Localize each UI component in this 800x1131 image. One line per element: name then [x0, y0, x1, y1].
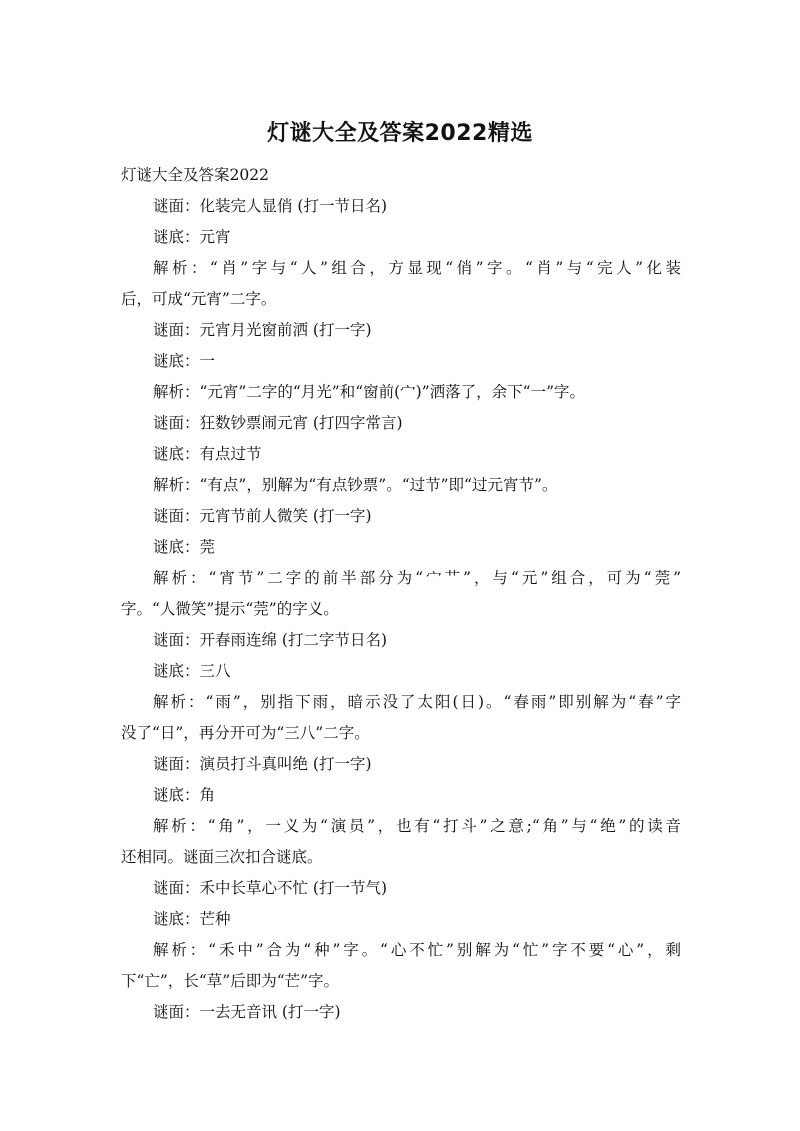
- riddle-question: 谜面：化装完人显俏 (打一节日名): [153, 197, 388, 215]
- riddle-question: 谜面：元宵节前人微笑 (打一字): [153, 507, 372, 525]
- riddle-list: [121, 191, 681, 1028]
- riddle-answer: 谜底：有点过节: [153, 445, 262, 463]
- document-title: 灯谜大全及答案2022精选: [267, 121, 533, 146]
- document-subtitle: 灯谜大全及答案2022: [121, 166, 269, 184]
- riddle-question: 谜面：禾中长草心不忙 (打一节气): [153, 879, 388, 897]
- riddle-explanation: 解析：“肖”字与“人”组合，方显现“俏”字。“肖”与“完人”化装: [153, 259, 681, 277]
- riddle-answer: 谜底：芒种: [153, 910, 231, 928]
- riddle-explanation: 解析：“雨”，别指下雨，暗示没了太阳(日)。“春雨”即别解为“春”字: [153, 693, 682, 711]
- riddle-question: 谜面：狂数钞票闹元宵 (打四字常言): [153, 414, 403, 432]
- riddle-question: 谜面：元宵月光窗前洒 (打一字): [153, 321, 372, 339]
- riddle-answer: 谜底：三八: [153, 662, 231, 680]
- riddle-answer: 谜底：元宵: [153, 228, 231, 246]
- document-body: [121, 160, 681, 1028]
- riddle-explanation: 解析：“宵节”二字的前半部分为“宀艹”，与“元”组合，可为“莞”: [153, 569, 681, 587]
- riddle-explanation-continued: 后，可成“元宵”二字。: [121, 290, 277, 308]
- riddle-answer: 谜底：莞: [153, 538, 216, 556]
- riddle-explanation-continued: 还相同。谜面三次扣合谜底。: [121, 848, 323, 866]
- riddle-explanation: 解析：“禾中”合为“种”字。“心不忙”别解为“忙”字不要“心”，剩: [153, 941, 681, 959]
- riddle-question: 谜面：演员打斗真叫绝 (打一字): [153, 755, 372, 773]
- riddle-explanation-continued: 没了“日”，再分开可为“三八”二字。: [121, 724, 370, 742]
- riddle-explanation: 解析：“角”，一义为“演员”，也有“打斗”之意;“角”与“绝”的读音: [153, 817, 681, 835]
- riddle-question: 谜面：一去无音讯 (打一字): [153, 1003, 341, 1021]
- riddle-answer: 谜底：角: [153, 786, 216, 804]
- riddle-explanation: 解析：“元宵”二字的“月光”和“窗前(宀)”洒落了，余下“一”字。: [153, 383, 585, 401]
- riddle-explanation-continued: 字。“人微笑”提示“莞”的字义。: [121, 600, 339, 618]
- riddle-question: 谜面：开春雨连绵 (打二字节日名): [153, 631, 388, 649]
- riddle-explanation-continued: 下“亡”，长“草”后即为“芒”字。: [121, 972, 340, 990]
- riddle-explanation: 解析：“有点”，别解为“有点钞票”。“过节”即“过元宵节”。: [153, 476, 558, 494]
- riddle-answer: 谜底：一: [153, 352, 216, 370]
